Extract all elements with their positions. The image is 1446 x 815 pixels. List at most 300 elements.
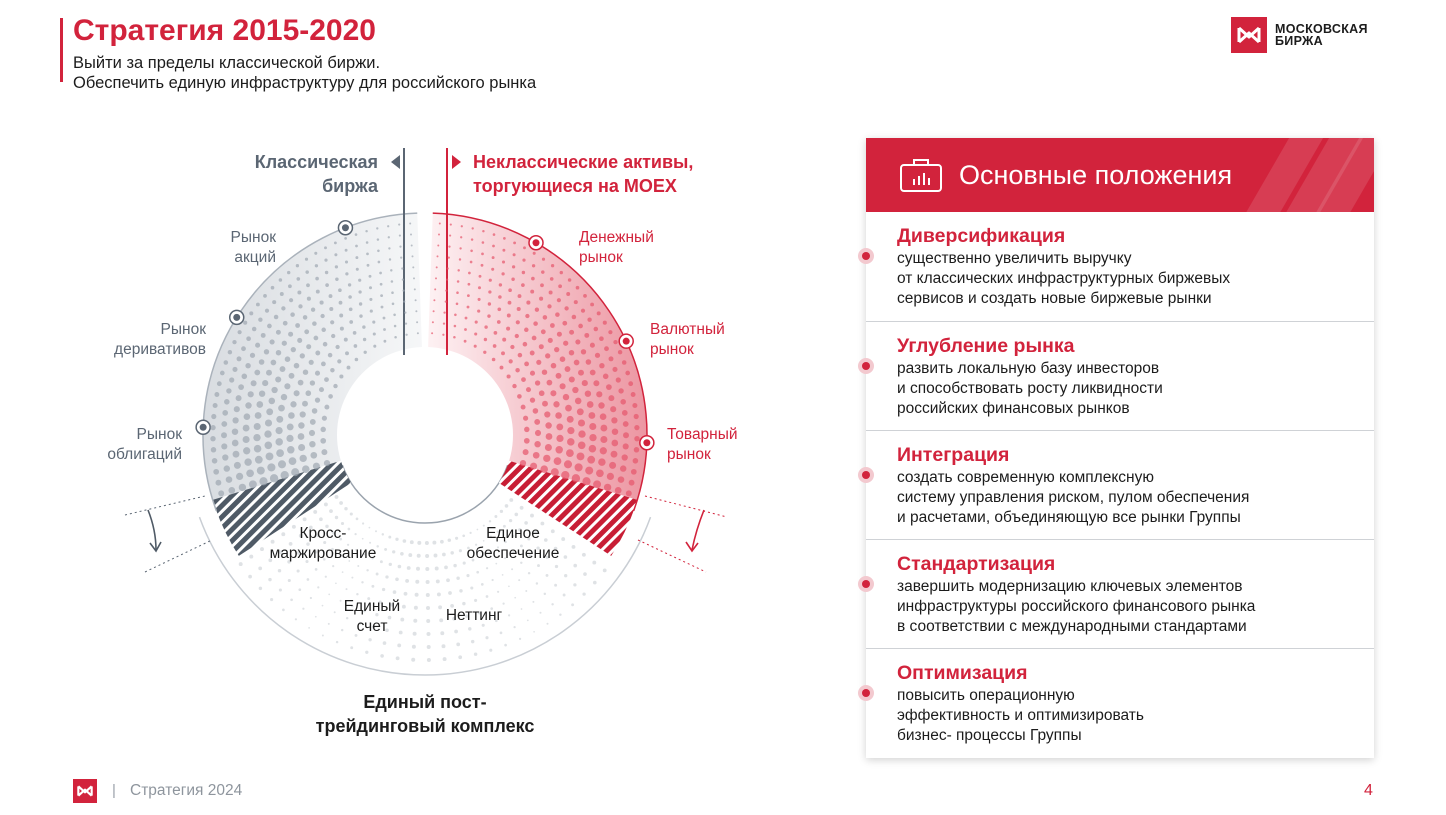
- provision-item: [866, 648, 1374, 758]
- money-market-marker-icon-center: [533, 239, 540, 246]
- post-trading-halftone-dot: [271, 540, 275, 544]
- nonclassic-halftone-dot: [501, 272, 504, 275]
- post-trading-halftone-dot: [582, 553, 586, 557]
- classic-halftone-dot: [233, 451, 240, 458]
- nonclassic-halftone-dot: [631, 392, 636, 397]
- classic-halftone-dot: [264, 349, 269, 354]
- post-trading-halftone-dot: [564, 574, 567, 577]
- post-trading-halftone-dot: [536, 582, 538, 584]
- nonclassic-halftone-dot: [603, 374, 609, 380]
- post-trading-halftone-dot: [477, 529, 479, 531]
- nonclassic-halftone-dot: [433, 310, 435, 312]
- post-trading-halftone-dot: [450, 551, 453, 554]
- classic-halftone-dot: [355, 358, 359, 362]
- post-trading-halftone-dot: [525, 590, 527, 592]
- classic-halftone-dot: [300, 411, 306, 417]
- post-trading-halftone-dot: [350, 646, 353, 649]
- nonclassic-halftone-dot: [603, 321, 607, 325]
- post-trading-halftone-dot: [483, 540, 485, 542]
- nonclassic-halftone-dot: [611, 417, 617, 423]
- post-trading-halftone-dot: [476, 571, 479, 574]
- post-trading-halftone-dot: [399, 631, 403, 635]
- post-trading-halftone-dot: [483, 525, 485, 527]
- nonclassic-halftone-dot: [613, 340, 617, 344]
- classic-halftone-dot: [328, 394, 333, 399]
- classic-halftone-dot: [236, 473, 243, 480]
- nonclassic-halftone-dot: [543, 315, 548, 320]
- post-trading-halftone-dot: [356, 518, 359, 521]
- classic-halftone-dot: [280, 366, 286, 372]
- classic-halftone-dot: [310, 419, 316, 425]
- nonclassic-halftone-dot: [587, 318, 591, 322]
- nonclassic-halftone-dot: [532, 264, 535, 267]
- nonclassic-halftone-dot: [622, 454, 628, 460]
- classic-halftone-dot: [243, 321, 247, 325]
- classic-halftone-dot: [281, 394, 287, 400]
- classic-halftone-dot: [335, 265, 338, 268]
- nonclassic-halftone-dot: [539, 344, 544, 349]
- classic-halftone-dot: [405, 334, 407, 336]
- nonclassic-halftone-dot: [488, 290, 491, 293]
- classic-halftone-dot: [259, 477, 267, 485]
- unified-collateral-label-line2: обеспечение: [466, 545, 560, 562]
- post-trading-halftone-dot: [518, 579, 520, 581]
- nonclassic-halftone-dot: [598, 458, 605, 465]
- nonclassic-halftone-dot: [518, 353, 523, 358]
- nonclassic-halftone-dot: [535, 380, 540, 385]
- nonclassic-halftone-dot: [581, 309, 585, 313]
- classic-halftone-dot: [399, 235, 401, 237]
- classic-halftone-dot: [345, 351, 349, 355]
- nonclassic-halftone-dot: [578, 324, 583, 329]
- nonclassic-halftone-dot: [565, 405, 572, 412]
- nonclassic-halftone-dot: [567, 438, 575, 446]
- post-trading-halftone-dot: [388, 536, 391, 539]
- nonclassic-halftone-dot: [448, 256, 450, 258]
- post-trading-halftone-dot: [425, 554, 429, 558]
- nonclassic-halftone-dot: [574, 360, 580, 366]
- classic-halftone-dot: [387, 225, 389, 227]
- provision-title: Диверсификация: [897, 225, 1066, 247]
- post-trading-halftone-dot: [504, 644, 507, 647]
- provision-text-line: бизнес- процессы Группы: [897, 727, 1082, 744]
- classic-halftone-dot: [291, 468, 299, 476]
- provision-title: Интеграция: [897, 444, 1010, 466]
- nonclassic-halftone-dot: [474, 345, 477, 348]
- classic-halftone-dot: [353, 331, 357, 335]
- nonclassic-halftone-dot: [524, 328, 528, 332]
- post-trading-halftone-dot: [546, 574, 549, 577]
- classic-halftone-dot: [359, 302, 362, 305]
- nonclassic-halftone-dot: [433, 299, 435, 301]
- classic-halftone-dot: [315, 397, 320, 402]
- post-trading-halftone-dot: [593, 581, 597, 585]
- nonclassic-halftone-dot: [526, 387, 531, 392]
- derivatives-market-label-line2: деривативов: [114, 341, 206, 358]
- post-trading-halftone-dot: [395, 577, 399, 581]
- classic-halftone-dot: [254, 445, 262, 453]
- classic-halftone-dot: [369, 275, 372, 278]
- nonclassic-halftone-dot: [481, 253, 484, 256]
- post-trading-halftone-dot: [440, 631, 444, 635]
- post-trading-halftone-dot: [444, 566, 448, 570]
- classic-halftone-dot: [392, 303, 395, 306]
- classic-halftone-dot: [217, 381, 222, 386]
- classic-halftone-dot: [232, 440, 239, 447]
- post-trading-halftone-dot: [497, 591, 499, 593]
- post-trading-halftone-dot: [427, 632, 431, 636]
- nonclassic-halftone-dot: [456, 303, 459, 306]
- classic-halftone-dot: [305, 270, 308, 273]
- classic-halftone-dot: [232, 367, 237, 372]
- post-trading-halftone-dot: [279, 588, 282, 591]
- nonclassic-halftone-dot: [493, 233, 496, 236]
- classic-halftone-dot: [388, 236, 390, 238]
- classic-halftone-dot: [315, 351, 320, 356]
- classic-halftone-dot: [237, 356, 242, 361]
- classic-halftone-dot: [281, 306, 285, 310]
- classic-halftone-dot: [256, 401, 263, 408]
- nonclassic-halftone-dot: [585, 467, 593, 475]
- classic-halftone-dot: [276, 350, 281, 355]
- classic-halftone-dot: [324, 246, 327, 249]
- classic-halftone-dot: [339, 301, 343, 305]
- nonclassic-halftone-dot: [484, 338, 487, 341]
- classic-halftone-dot: [413, 277, 415, 279]
- nonclassic-halftone-dot: [572, 315, 577, 320]
- post-trading-halftone-dot: [389, 563, 392, 566]
- classic-halftone-dot: [298, 304, 302, 308]
- classic-halftone-dot: [412, 255, 414, 257]
- post-trading-halftone-dot: [297, 569, 300, 572]
- moex-logo-icon: [1231, 17, 1267, 53]
- classic-halftone-dot: [246, 469, 254, 477]
- nonclassic-halftone-dot: [612, 367, 617, 372]
- classic-halftone-dot: [280, 292, 284, 296]
- classic-halftone-dot: [210, 425, 215, 430]
- classic-halftone-dot: [250, 353, 255, 358]
- post-trading-halftone-dot: [356, 593, 358, 595]
- post-trading-halftone-dot: [442, 553, 446, 557]
- panel-header: [866, 138, 1374, 212]
- nonclassic-halftone-dot: [481, 264, 484, 267]
- nonclassic-halftone-dot: [468, 272, 471, 275]
- classic-halftone-dot: [303, 369, 308, 374]
- nonclassic-halftone-dot: [508, 301, 512, 305]
- single-account-label-line1: Единый: [343, 598, 401, 615]
- post-trading-halftone-dot: [540, 612, 542, 614]
- post-trading-halftone-dot: [416, 567, 420, 571]
- classic-halftone-dot: [264, 441, 272, 449]
- post-trading-halftone-dot: [486, 567, 488, 569]
- classic-halftone-dot: [288, 332, 293, 337]
- nonclassic-halftone-dot: [604, 484, 611, 491]
- post-trading-halftone-dot: [453, 564, 456, 567]
- nonclassic-halftone-dot: [578, 430, 585, 437]
- post-trading-halftone-dot: [313, 510, 317, 514]
- nonclassic-halftone-dot: [542, 401, 548, 407]
- provision-text-line: эффективность и оптимизировать: [897, 707, 1144, 724]
- post-trading-halftone-dot: [474, 599, 477, 602]
- classic-halftone-dot: [315, 277, 319, 281]
- post-trading-halftone-dot: [414, 606, 418, 610]
- post-trading-halftone-dot: [403, 539, 407, 543]
- classic-halftone-dot: [253, 434, 260, 441]
- post-trading-halftone-dot: [322, 635, 324, 637]
- nonclassic-halftone-dot: [530, 463, 537, 470]
- briefcase-chart-icon: [899, 157, 943, 193]
- classic-halftone-dot: [389, 258, 391, 260]
- nonclassic-halftone-dot: [634, 436, 639, 441]
- post-trading-halftone-dot: [350, 512, 353, 515]
- fx-market-label-line2: рынок: [650, 341, 694, 358]
- classic-halftone-dot: [305, 390, 311, 396]
- nonclassic-halftone-dot: [540, 465, 548, 473]
- commodity-market-marker-icon-center: [643, 439, 650, 446]
- commodity-market-label-line2: рынок: [667, 446, 711, 463]
- nonclassic-halftone-dot: [575, 398, 582, 405]
- nonclassic-halftone-dot: [506, 327, 510, 331]
- post-trading-halftone-dot: [514, 597, 516, 599]
- nonclassic-halftone-dot: [454, 314, 457, 317]
- post-trading-halftone-dot: [366, 569, 368, 571]
- bond-market-label-line2: облигаций: [107, 446, 182, 463]
- post-trading-inner-arc: [342, 465, 507, 523]
- nonclassic-halftone-dot: [479, 275, 482, 278]
- classic-halftone-dot: [358, 279, 361, 282]
- nonclassic-halftone-dot: [530, 351, 535, 356]
- post-trading-halftone-dot: [317, 586, 319, 588]
- post-trading-halftone-dot: [357, 565, 359, 567]
- nonclassic-halftone-dot: [596, 391, 602, 397]
- classic-halftone-dot: [310, 452, 317, 459]
- classic-dotted-line: [125, 496, 205, 515]
- nonclassic-halftone-dot: [581, 349, 586, 354]
- post-trading-halftone-dot: [362, 522, 364, 524]
- post-trading-halftone-dot: [540, 522, 544, 526]
- post-trading-halftone-dot: [572, 545, 576, 549]
- post-trading-halftone-dot: [325, 576, 327, 578]
- classic-halftone-dot: [362, 325, 365, 328]
- post-trading-halftone-dot: [302, 608, 304, 610]
- classic-halftone-dot: [372, 321, 375, 324]
- nonclassic-halftone-dot: [586, 359, 592, 365]
- post-trading-halftone-dot: [462, 602, 465, 605]
- post-trading-halftone-dot: [527, 620, 529, 622]
- classic-halftone-dot: [245, 363, 250, 368]
- nonclassic-halftone-dot: [623, 443, 629, 449]
- provision-text-line: существенно увеличить выручку: [897, 250, 1132, 267]
- nonclassic-halftone-dot: [598, 402, 604, 408]
- moex-logo-text: [1275, 23, 1368, 47]
- nonclassic-halftone-dot: [437, 255, 439, 257]
- post-trading-halftone-dot: [371, 585, 374, 588]
- nonclassic-halftone-dot: [546, 433, 553, 440]
- classic-halftone-dot: [255, 456, 263, 464]
- classic-halftone-dot: [373, 345, 376, 348]
- classic-halftone-dot: [335, 345, 339, 349]
- post-trading-halftone-dot: [458, 655, 462, 659]
- post-trading-halftone-dot: [308, 627, 310, 629]
- nonclassic-halftone-dot: [446, 278, 448, 280]
- classic-halftone-dot: [228, 350, 232, 354]
- bond-market-marker-icon-center: [200, 424, 207, 431]
- post-trading-halftone-dot: [328, 594, 330, 596]
- classic-halftone-dot: [224, 399, 230, 405]
- classic-halftone-dot: [221, 421, 227, 427]
- classic-halftone-dot: [265, 309, 269, 313]
- classic-halftone-dot: [378, 261, 381, 264]
- nonclassic-halftone-dot: [589, 434, 596, 441]
- nonclassic-halftone-dot: [608, 330, 612, 334]
- nonclassic-halftone-dot: [450, 224, 452, 226]
- post-trading-halftone-dot: [342, 571, 344, 573]
- classic-halftone-dot: [270, 339, 275, 344]
- classic-halftone-dot: [226, 388, 231, 393]
- nonclassic-halftone-dot: [578, 370, 584, 376]
- nonclassic-dotted-line: [645, 496, 727, 517]
- nonclassic-halftone-dot: [521, 377, 526, 382]
- classic-halftone-dot: [294, 363, 300, 369]
- classic-halftone-dot: [211, 447, 216, 452]
- post-trading-halftone-dot: [459, 589, 462, 592]
- classic-halftone-dot: [229, 377, 234, 382]
- post-trading-halftone-dot: [427, 645, 431, 649]
- classic-halftone-dot: [355, 233, 358, 236]
- classic-halftone-dot: [298, 433, 305, 440]
- commodity-market-label-line1: Товарный: [667, 426, 738, 443]
- nonclassic-halftone-dot: [439, 223, 441, 225]
- nonclassic-halftone-dot: [539, 390, 545, 396]
- provision-text-line: в соответствии с международными стандартами: [897, 618, 1247, 635]
- classic-halftone-dot: [366, 241, 369, 244]
- post-trading-halftone-dot: [454, 630, 458, 634]
- nonclassic-halftone-dot: [434, 288, 436, 290]
- classic-halftone-dot: [404, 311, 406, 313]
- post-trading-halftone-dot: [530, 514, 534, 518]
- nonclassic-halftone-dot: [556, 435, 563, 442]
- post-trading-halftone-dot: [397, 643, 401, 647]
- post-trading-halftone-dot: [368, 638, 371, 641]
- nonclassic-halftone-dot: [607, 473, 614, 480]
- nonclassic-halftone-dot: [584, 333, 589, 338]
- post-trading-halftone-dot: [474, 652, 477, 655]
- post-trading-halftone-dot: [398, 565, 402, 569]
- classic-halftone-dot: [213, 469, 219, 475]
- post-trading-halftone-dot: [561, 537, 565, 541]
- classic-halftone-dot: [322, 416, 327, 421]
- classic-halftone-dot: [224, 465, 230, 471]
- classic-halftone-dot: [401, 267, 403, 269]
- post-trading-halftone-dot: [392, 550, 395, 553]
- nonclassic-halftone-dot: [499, 283, 502, 286]
- post-trading-halftone-dot: [315, 616, 317, 618]
- provision-text-line: российских финансовых рынков: [897, 400, 1130, 417]
- nonclassic-halftone-dot: [576, 286, 580, 290]
- nonclassic-halftone-dot: [515, 368, 519, 372]
- bullet-dot-icon: [858, 248, 874, 264]
- classic-halftone-dot: [222, 454, 228, 460]
- classic-halftone-dot: [287, 423, 294, 430]
- nonclassic-halftone-dot: [447, 267, 449, 269]
- classic-halftone-dot: [367, 264, 370, 267]
- classic-halftone-dot: [399, 246, 401, 248]
- classic-halftone-dot: [255, 343, 260, 348]
- provision-text: [897, 577, 1255, 637]
- classic-halftone-dot: [393, 314, 396, 317]
- post-trading-halftone-dot: [471, 640, 474, 643]
- classic-arrow-left-icon: [391, 155, 400, 169]
- nonclassic-halftone-dot: [606, 384, 612, 390]
- nonclassic-halftone-dot: [556, 373, 562, 379]
- post-trading-halftone-dot: [417, 541, 421, 545]
- classic-halftone-dot: [321, 449, 327, 455]
- post-trading-halftone-dot: [500, 632, 503, 635]
- page-number: 4: [1364, 782, 1373, 799]
- nonclassic-halftone-dot: [555, 446, 562, 453]
- classic-halftone-dot: [391, 291, 394, 294]
- classic-halftone-dot: [271, 387, 277, 393]
- post-trading-halftone-dot: [354, 533, 356, 535]
- nonclassic-halftone-dot: [518, 294, 522, 298]
- nonclassic-halftone-dot: [545, 444, 552, 451]
- post-trading-halftone-dot: [537, 564, 540, 567]
- classic-halftone-dot: [312, 321, 317, 326]
- post-trading-halftone-dot: [459, 549, 462, 552]
- post-trading-halftone-dot: [315, 568, 318, 571]
- classic-halftone-dot: [296, 264, 299, 267]
- classic-halftone-dot: [276, 449, 284, 457]
- nonclassic-halftone-dot: [632, 403, 637, 408]
- post-trading-halftone-dot: [494, 515, 497, 518]
- classic-halftone-dot: [267, 324, 272, 329]
- nonclassic-halftone-dot: [569, 330, 574, 335]
- classic-halftone-dot: [294, 390, 300, 396]
- post-trading-halftone-dot: [438, 605, 442, 609]
- post-trading-halftone-dot: [335, 582, 337, 584]
- provision-item: [866, 539, 1374, 649]
- nonclassic-halftone-dot: [513, 241, 516, 244]
- nonclassic-halftone-dot: [530, 290, 534, 294]
- post-trading-halftone-dot: [469, 532, 471, 534]
- post-trading-halftone-dot: [448, 538, 451, 541]
- nonclassic-halftone-dot: [588, 412, 595, 419]
- provision-text-line: повысить операционную: [897, 687, 1075, 704]
- nonclassic-halftone-dot: [582, 380, 588, 386]
- nonclassic-halftone-dot: [615, 487, 622, 494]
- classic-halftone-dot: [311, 308, 315, 312]
- post-trading-halftone-dot: [425, 541, 429, 545]
- nonclassic-halftone-dot: [590, 303, 594, 307]
- classic-halftone-dot: [291, 347, 296, 352]
- nonclassic-halftone-dot: [631, 469, 637, 475]
- nonclassic-halftone-dot: [618, 476, 625, 483]
- classic-halftone-dot: [405, 322, 407, 324]
- post-trading-halftone-dot: [532, 601, 534, 603]
- classic-halftone-dot: [243, 425, 250, 432]
- classic-halftone-dot: [345, 249, 348, 252]
- post-trading-halftone-dot: [573, 583, 576, 586]
- nonclassic-halftone-dot: [474, 332, 477, 335]
- classic-halftone-dot: [239, 484, 246, 491]
- post-trading-halftone-dot: [292, 525, 296, 529]
- nonclassic-halftone-dot: [599, 336, 604, 341]
- classic-halftone-dot: [344, 237, 347, 240]
- nonclassic-halftone-dot: [482, 241, 485, 244]
- post-trading-halftone-dot: [382, 533, 384, 535]
- provision-item: [866, 212, 1374, 321]
- classic-halftone-dot: [334, 241, 337, 244]
